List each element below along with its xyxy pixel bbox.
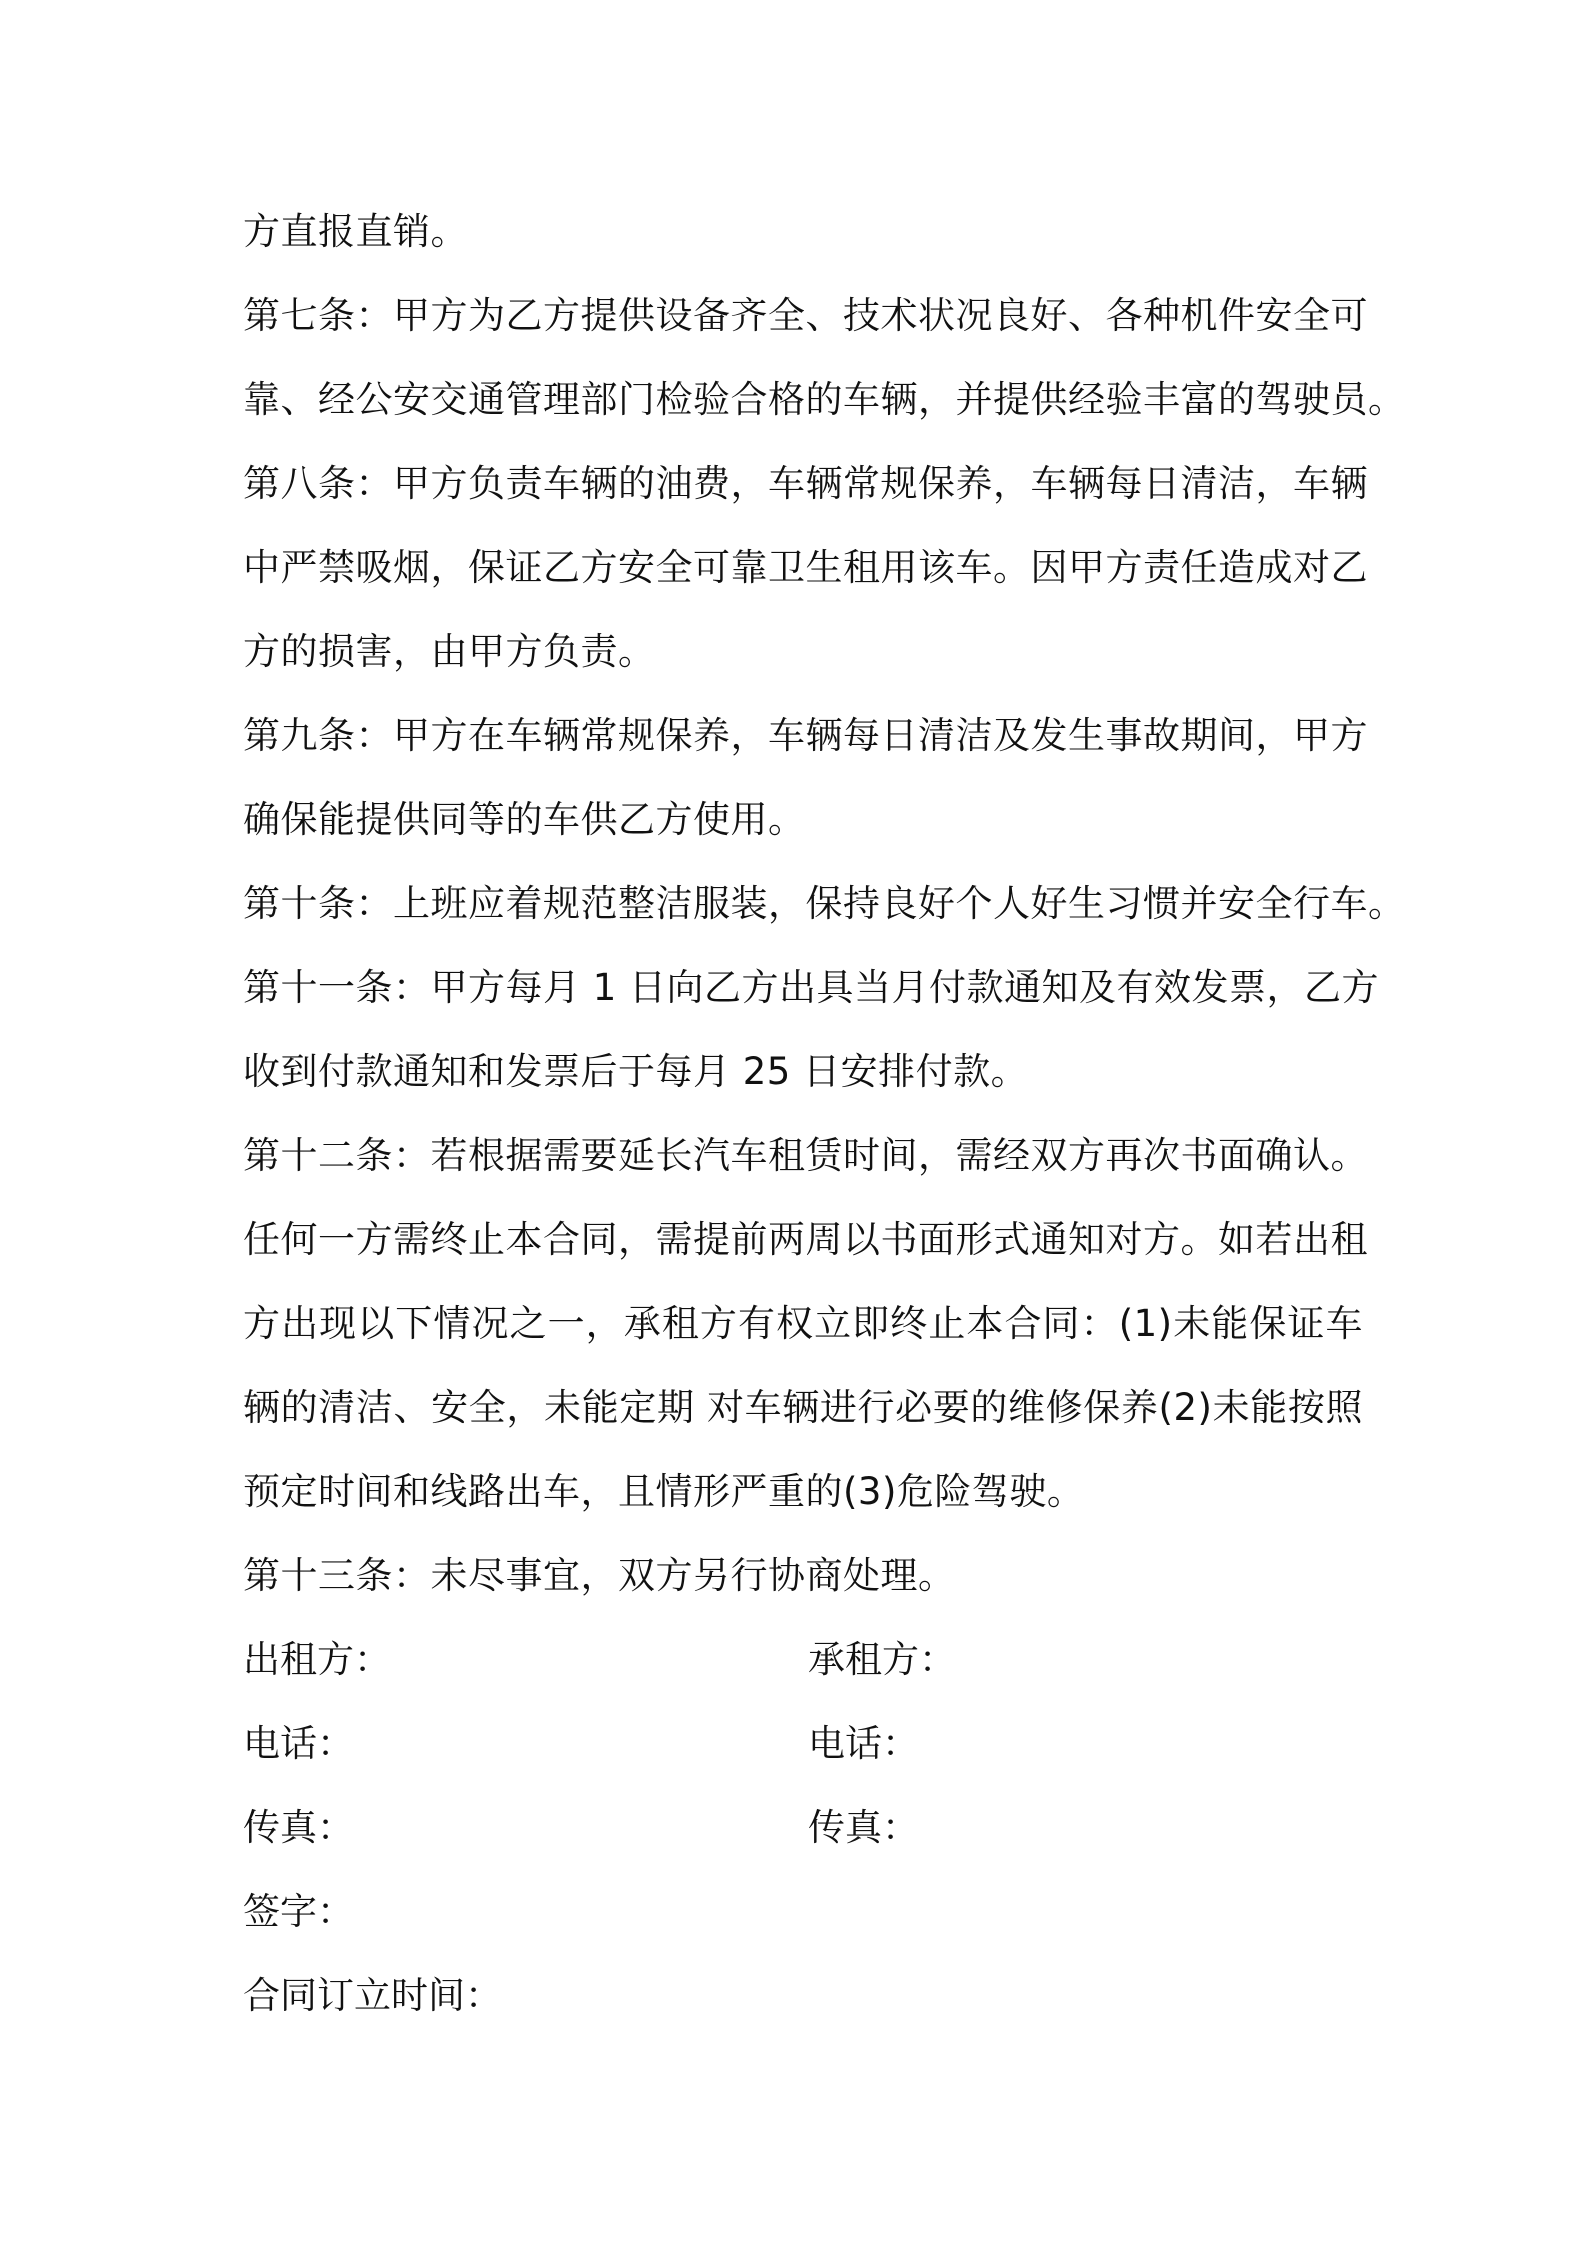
lessor-fax-label: 传真： [243,1806,354,1849]
text-line: 第七条：甲方为乙方提供设备齐全、技术状况良好、各种机件安全可 [243,294,1368,337]
lessee-phone-label: 电话： [808,1722,919,1765]
text-line: 第九条：甲方在车辆常规保养，车辆每日清洁及发生事故期间，甲方 [243,714,1368,757]
party-row [243,1618,1363,1702]
text-line: 任何一方需终止本合同，需提前两周以书面形式通知对方。如若出租 [243,1218,1368,1261]
text-line: 方出现以下情况之一，承租方有权立即终止本合同：(1)未能保证车 [243,1302,1363,1345]
text-line: 收到付款通知和发票后于每月 25 日安排付款。 [243,1050,1029,1093]
sign-label: 签字： [243,1890,354,1933]
fax-row [243,1786,1363,1870]
text-line: 中严禁吸烟，保证乙方安全可靠卫生租用该车。因甲方责任造成对乙 [243,546,1368,589]
text-line: 第十二条：若根据需要延长汽车租赁时间，需经双方再次书面确认。 [243,1134,1368,1177]
text-line: 方直报直销。 [243,210,468,253]
text-line: 第八条：甲方负责车辆的油费，车辆常规保养，车辆每日清洁，车辆 [243,462,1368,505]
lessor-phone-label: 电话： [243,1722,354,1765]
clause-list [243,190,1406,1618]
contract-date-label: 合同订立时间： [243,1974,502,2017]
sign-row [243,1870,1363,1954]
lessor-label: 出租方： [243,1638,391,1681]
date-row [243,1954,1363,2038]
phone-row [243,1702,1363,1786]
text-line: 预定时间和线路出车，且情形严重的(3)危险驾驶。 [243,1470,1085,1513]
text-line: 确保能提供同等的车供乙方使用。 [243,798,806,841]
lessee-fax-label: 传真： [808,1806,919,1849]
text-line: 第十一条：甲方每月 1 日向乙方出具当月付款通知及有效发票，乙方 [243,966,1380,1009]
text-line: 辆的清洁、安全，未能定期 对车辆进行必要的维修保养(2)未能按照 [243,1386,1363,1429]
text-line: 靠、经公安交通管理部门检验合格的车辆，并提供经验丰富的驾驶员。 [243,378,1406,421]
text-line: 第十三条：未尽事宜，双方另行协商处理。 [243,1554,956,1597]
text-line: 方的损害，由甲方负责。 [243,630,656,673]
lessee-label: 承租方： [808,1638,956,1681]
text-line: 第十条：上班应着规范整洁服装，保持良好个人好生习惯并安全行车。 [243,882,1406,925]
contract-body [243,190,1406,2038]
